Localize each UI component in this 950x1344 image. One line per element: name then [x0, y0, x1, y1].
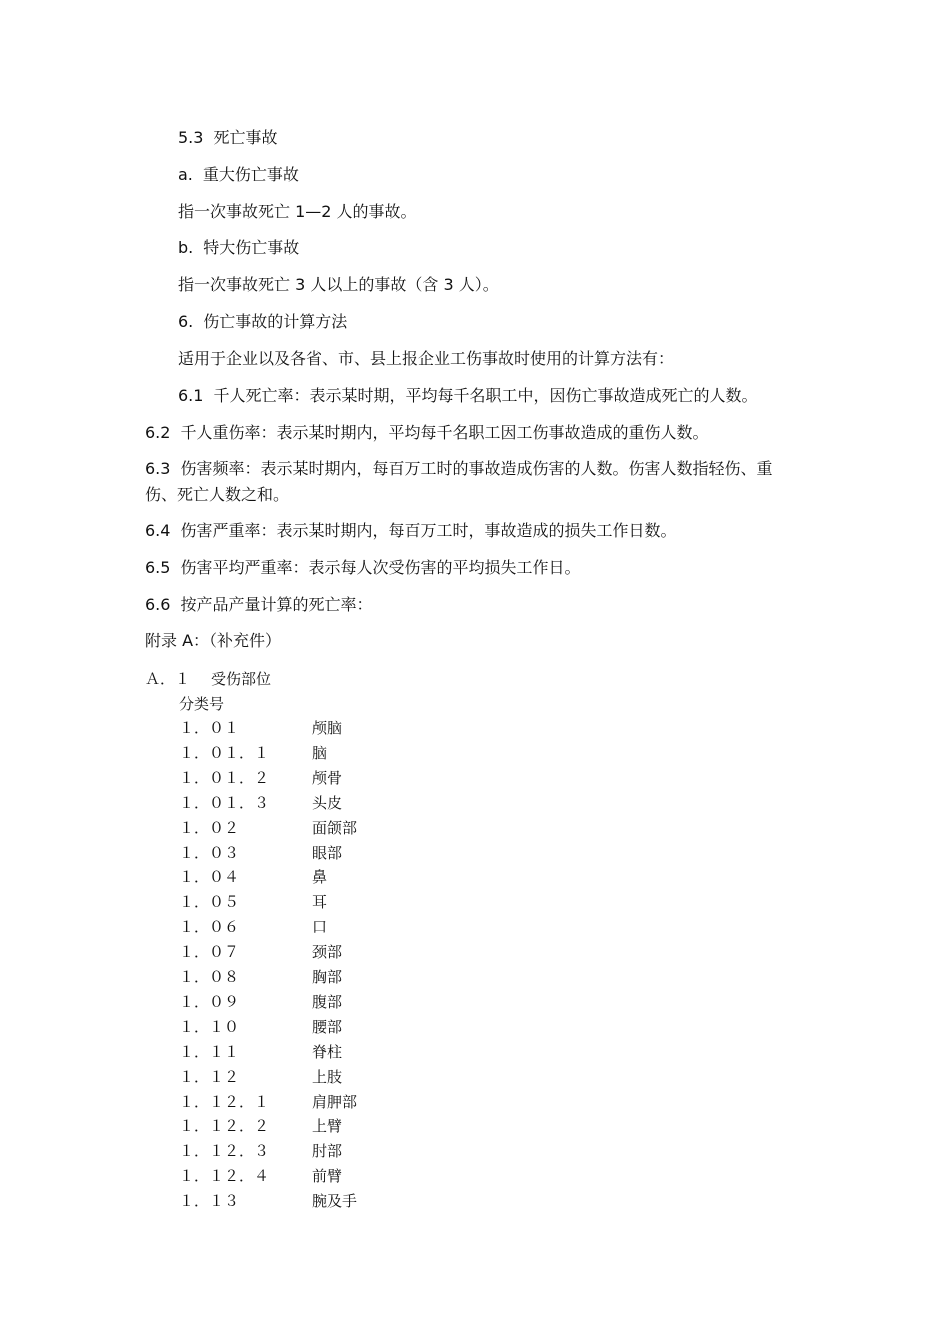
body-part-label: 颅骨 — [312, 768, 343, 787]
section-6-5 — [145, 558, 580, 578]
body-part-label: 眼部 — [312, 843, 343, 862]
appendix-subheading — [179, 694, 224, 714]
section-title: 伤亡事故的计算方法 — [203, 312, 348, 331]
section-6-3 — [145, 456, 795, 508]
classification-code: １．０２ — [179, 818, 240, 837]
section-number: 6.3 — [145, 459, 171, 478]
classification-code: １．０６ — [179, 918, 240, 937]
item-title: 特大伤亡事故 — [203, 238, 300, 257]
body-part-label: 上臂 — [312, 1117, 343, 1136]
body-part-label: 脑 — [312, 743, 328, 762]
section-6 — [178, 312, 347, 332]
classification-code: １．０４ — [179, 868, 240, 887]
classification-code: １．０１．１ — [179, 743, 270, 762]
section-text: 千人重伤率：表示某时期内，平均每千名职工因工伤事故造成的重伤人数。 — [180, 423, 709, 442]
body-part-label: 颅脑 — [312, 719, 343, 737]
paragraph-text: 指一次事故死亡 1—2 人的事故。 — [178, 202, 417, 221]
body-part-label: 前臂 — [312, 1167, 343, 1186]
item-title: 重大伤亡事故 — [202, 165, 299, 184]
classification-code: １．１２．３ — [179, 1142, 270, 1161]
section-6-4 — [145, 521, 676, 541]
classification-code: １．０１．３ — [179, 793, 270, 812]
classification-code: １．１０ — [179, 1017, 240, 1036]
appendix-heading-text: 受伤部位 — [211, 670, 272, 688]
classification-code: １．０９ — [179, 992, 240, 1011]
section-number: 6.6 — [145, 595, 171, 614]
body-part-label: 脊柱 — [312, 1042, 343, 1061]
section-6-1 — [178, 386, 757, 406]
classification-code: １．１２．４ — [179, 1167, 270, 1186]
section-6-6 — [145, 595, 372, 615]
body-part-label: 口 — [312, 918, 328, 937]
body-part-label: 耳 — [312, 893, 328, 912]
classification-code: １．１３ — [179, 1192, 240, 1211]
section-text: 千人死亡率：表示某时期，平均每千名职工中，因伤亡事故造成死亡的人数。 — [213, 386, 758, 405]
section-text: 伤害严重率：表示某时期内，每百万工时，事故造成的损失工作日数。 — [180, 521, 677, 540]
section-6-2 — [145, 423, 708, 443]
body-part-label: 头皮 — [312, 793, 343, 812]
item-marker: a. — [178, 165, 193, 184]
paragraph-text: 适用于企业以及各省、市、县上报企业工伤事故时使用的计算方法有： — [178, 349, 675, 368]
classification-code: １．１２ — [179, 1067, 240, 1086]
body-part-label: 腕及手 — [312, 1192, 358, 1211]
classification-code: １．０１ — [179, 719, 240, 737]
paragraph-text: 指一次事故死亡 3 人以上的事故（含 3 人）。 — [178, 275, 499, 294]
paragraph — [178, 202, 417, 222]
section-number: 6.5 — [145, 558, 171, 577]
classification-code: １．０５ — [179, 893, 240, 912]
section-title: 死亡事故 — [213, 128, 278, 147]
classification-code: １．０１．２ — [179, 768, 270, 787]
body-part-label: 肩胛部 — [312, 1092, 358, 1111]
appendix-title-text: 附录 A：（补充件） — [145, 631, 282, 650]
section-number: 6. — [178, 312, 194, 331]
classification-code: １．１１ — [179, 1042, 240, 1061]
section-text: 伤害频率：表示某时期内，每百万工时的事故造成伤害的人数。伤害人数指轻伤、重伤、死亡人数之和。 — [145, 459, 773, 504]
section-number: 5.3 — [178, 128, 204, 147]
section-number: 6.1 — [178, 386, 204, 405]
item-marker: b. — [178, 238, 194, 257]
classification-code: １．０７ — [179, 943, 240, 962]
classification-code: １．１２．１ — [179, 1092, 270, 1111]
appendix-heading — [145, 669, 271, 689]
body-part-label: 鼻 — [312, 868, 328, 887]
body-part-label: 肘部 — [312, 1142, 343, 1161]
item-b — [178, 238, 299, 258]
body-part-label: 上肢 — [312, 1067, 343, 1086]
body-part-label: 面颌部 — [312, 818, 358, 837]
appendix-title — [145, 631, 281, 651]
classification-code: １．０３ — [179, 843, 240, 862]
classification-number-label: 分类号 — [179, 695, 225, 713]
body-part-label: 腹部 — [312, 992, 343, 1011]
item-a — [178, 165, 299, 185]
section-text: 伤害平均严重率：表示每人次受伤害的平均损失工作日。 — [180, 558, 581, 577]
body-part-label: 胸部 — [312, 968, 343, 986]
appendix-heading-number: Ａ．１ — [145, 670, 191, 688]
classification-code: １．１２．２ — [179, 1117, 270, 1136]
section-number: 6.4 — [145, 521, 171, 540]
body-part-label: 腰部 — [312, 1017, 343, 1036]
body-part-label: 颈部 — [312, 943, 343, 962]
classification-code: １．０８ — [179, 968, 240, 986]
section-number: 6.2 — [145, 423, 171, 442]
section-5-3 — [178, 128, 277, 148]
paragraph — [178, 349, 674, 369]
paragraph — [178, 275, 499, 295]
section-text: 按产品产量计算的死亡率： — [180, 595, 373, 614]
